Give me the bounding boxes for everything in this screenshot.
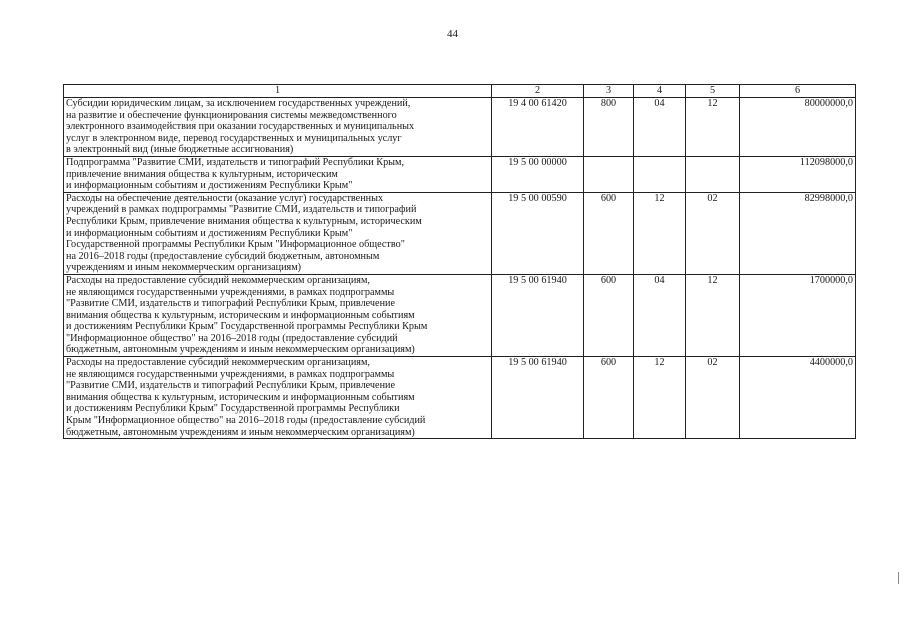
- row-code: 19 5 00 00590: [492, 192, 584, 274]
- table-body: [64, 98, 856, 439]
- row-col5: 02: [686, 357, 740, 439]
- header-col-4: 4: [634, 85, 686, 98]
- row-col3: 600: [584, 274, 634, 356]
- row-code: 19 5 00 61940: [492, 274, 584, 356]
- row-code: 19 5 00 61940: [492, 357, 584, 439]
- row-amount: 80000000,0: [740, 98, 856, 157]
- row-description: Субсидии юридическим лицам, за исключением государственных учреждений, на развитие и обеспечение функционирования системы межведомственного электронного взаимодействия при оказании государственных и муниципальных услуг в электронном виде, перевод государственных и муниципальных услуг в электронный вид (иные бюджетные ассигнования): [64, 98, 492, 157]
- row-col5: 12: [686, 98, 740, 157]
- table-row: [64, 357, 856, 439]
- header-col-5: 5: [686, 85, 740, 98]
- row-col5: 02: [686, 192, 740, 274]
- row-col3: 600: [584, 357, 634, 439]
- table-row: [64, 274, 856, 356]
- header-col-2: 2: [492, 85, 584, 98]
- row-amount: 4400000,0: [740, 357, 856, 439]
- scan-artifact-mark: [898, 572, 899, 584]
- row-description: Расходы на обеспечение деятельности (оказание услуг) государственных учреждений в рамках подпрограммы "Развитие СМИ, издательств и типографий Республики Крым, привлечение внимания общества к культурным, историческим и информационным событиям и достижениям Республики Крым" Государственной программы Республики Крым "Информационное общество" на 2016–2018 годы (предоставление субсидий бюджетным, автономным учреждениям и иным некоммерческим организациям): [64, 192, 492, 274]
- table-row: [64, 98, 856, 157]
- row-description: Подпрограмма "Развитие СМИ, издательств и типографий Республики Крым, привлечение внимания общества к культурным, историческим и информационным событиям и достижениям Республики Крым": [64, 156, 492, 192]
- row-col4: 12: [634, 192, 686, 274]
- row-description: Расходы на предоставление субсидий некоммерческим организациям, не являющимся государственными учреждениями, в рамках подпрограммы "Развитие СМИ, издательств и типографий Республики Крым, привлечение внимания общества к культурным, историческим и информационным событиям и достижениям Республики Крым" Государственной программы Республики Крым "Информационное общество" на 2016–2018 годы (предоставление субсидий бюджетным, автономным учреждениям и иным некоммерческим организациям): [64, 274, 492, 356]
- row-col3: 600: [584, 192, 634, 274]
- row-col4: [634, 156, 686, 192]
- row-amount: 82998000,0: [740, 192, 856, 274]
- row-col4: 04: [634, 274, 686, 356]
- row-col3: [584, 156, 634, 192]
- table-header: [64, 85, 856, 98]
- header-col-6: 6: [740, 85, 856, 98]
- table-row: [64, 192, 856, 274]
- page-number: 44: [447, 28, 458, 40]
- row-amount: 1700000,0: [740, 274, 856, 356]
- table-row: [64, 156, 856, 192]
- budget-table: [63, 84, 856, 439]
- row-col5: 12: [686, 274, 740, 356]
- row-col3: 800: [584, 98, 634, 157]
- row-col4: 12: [634, 357, 686, 439]
- row-col4: 04: [634, 98, 686, 157]
- row-code: 19 4 00 61420: [492, 98, 584, 157]
- header-col-1: 1: [64, 85, 492, 98]
- row-amount: 112098000,0: [740, 156, 856, 192]
- header-row: [64, 85, 856, 98]
- row-description: Расходы на предоставление субсидий некоммерческим организациям, не являющимся государственными учреждениями, в рамках подпрограммы "Развитие СМИ, издательств и типографий Республики Крым, привлечение внимания общества к культурным, историческим и информационным событиям и достижениям Республики Крым" Государственной программы Республики Крым "Информационное общество" на 2016–2018 годы (предоставление субсидий бюджетным, автономным учреждениям и иным некоммерческим организациям): [64, 357, 492, 439]
- header-col-3: 3: [584, 85, 634, 98]
- row-col5: [686, 156, 740, 192]
- row-code: 19 5 00 00000: [492, 156, 584, 192]
